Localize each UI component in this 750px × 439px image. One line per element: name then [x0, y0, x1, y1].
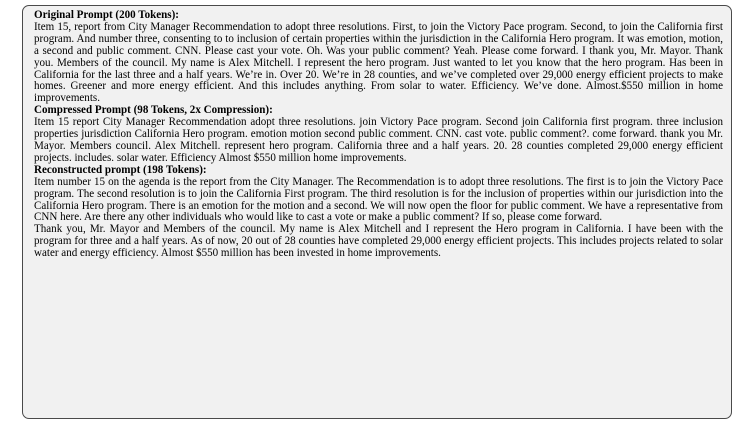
prompt-comparison-box: [22, 5, 732, 419]
compressed-prompt-text: Item 15 report City Manager Recommendation adopt three resolutions. join Victory Pace program. Second join California first program. three inclusion properties jurisdiction California Hero program. emotion motion second public comment. CNN. cast vote. public comment?. come forward. thank you Mr. Mayor. Members council. Alex Mitchell. represent hero program. California three and a half years. 20. 28 counties completed 29,000 energy efficient projects. includes. solar water. Efficiency Almost $550 million home improvements.: [34, 116, 723, 164]
original-prompt-heading: Original Prompt (200 Tokens):: [34, 9, 179, 21]
compressed-prompt-heading: Compressed Prompt (98 Tokens, 2x Compression):: [34, 104, 273, 117]
reconstructed-prompt-heading: Reconstructed prompt (198 Tokens):: [34, 163, 207, 176]
original-prompt-text: Item 15, report from City Manager Recommendation to adopt three resolutions. First, to join the Victory Pace program. Second, to join the California first program. And number three, consenting to to inclusion of certain properties within the jurisdiction in the California Hero program. It was emotion, motion, a second and public comment. CNN. Please cast your vote. Oh. Was your public comment? Yeah. Please come forward. I thank you, Mr. Mayor. Thank you. Members of the council. My name is Alex Mitchell. I represent the hero program. Just wanted to let you know that the hero program. Has been in California for the last three and a half years. We’re in. Over 20. We’re in 28 counties, and we’ve completed over 29,000 energy efficient projects to make homes. Greener and more energy efficient. And this includes anything. From solar to water. Efficiency. We’ve done. Almost.$550 million in home improvements.: [34, 20, 723, 105]
reconstructed-prompt-text: Item number 15 on the agenda is the report from the City Manager. The Recommendation is to adopt three resolutions. The first is to join the Victory Pace program. The second resolution is to join the California First program. The third resolution is for the inclusion of properties within our jurisdiction into the California Hero program. There is an emotion for the motion and a second. We will now open the floor for public comment. We have a representative from CNN here. Are there any other individuals who would like to cast a vote or make a public comment? If so, please come forward.: [34, 175, 723, 224]
reconstructed-prompt-text-continued: Thank you, Mr. Mayor and Members of the council. My name is Alex Mitchell and I represent the Hero program in California. I have been with the program for three and a half years. As of now, 20 out of 28 counties have completed 29,000 energy efficient projects. This includes projects related to solar water and energy efficiency. Almost $550 million has been invested in home improvements.: [34, 223, 723, 260]
